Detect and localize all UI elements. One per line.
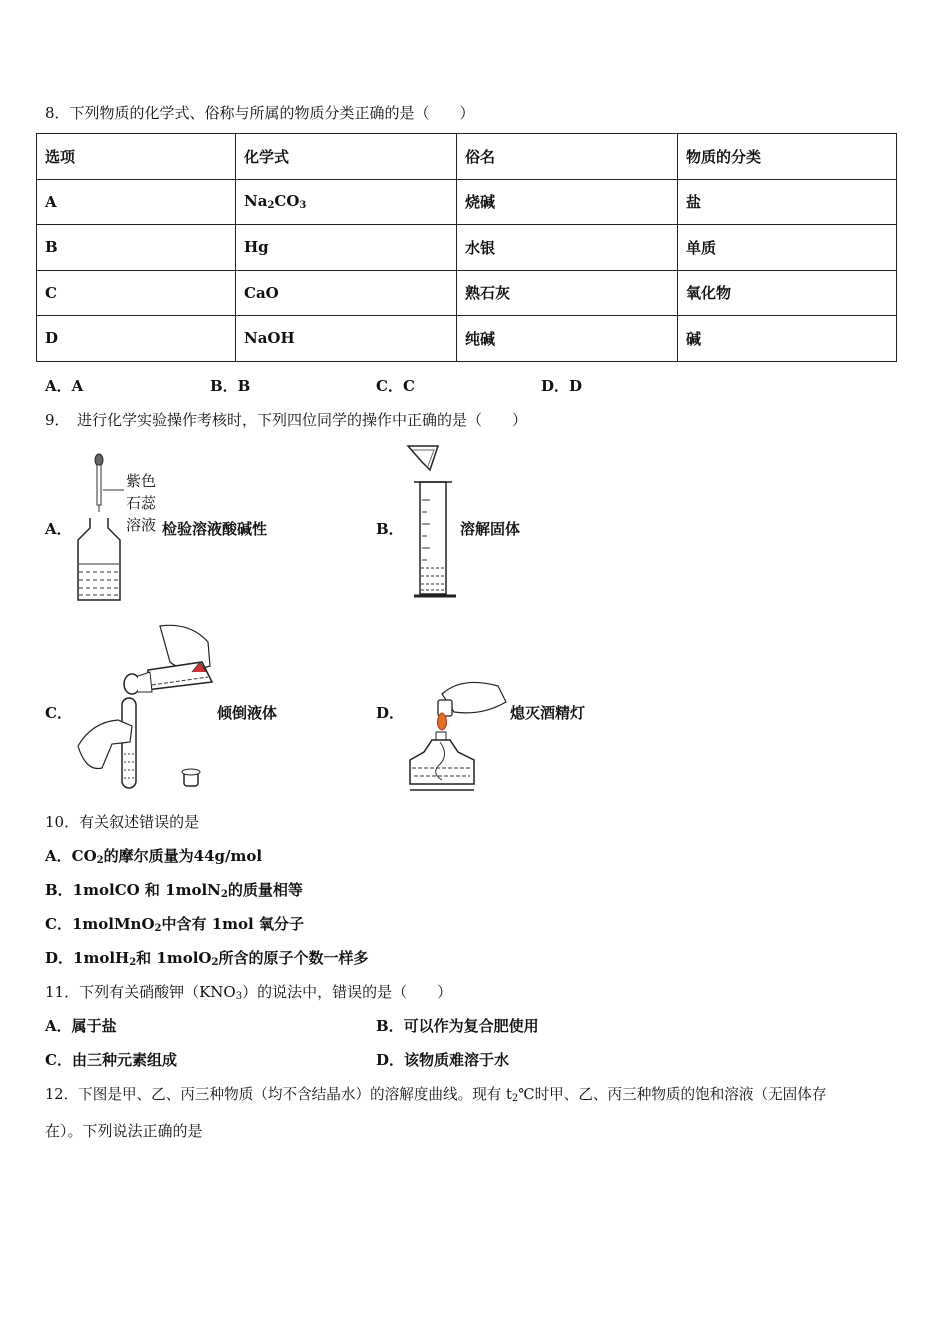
q8-stem: 8．下列物质的化学式、俗称与所属的物质分类正确的是（ ） bbox=[45, 104, 475, 122]
q9-b-text: 溶解固体 bbox=[460, 520, 521, 538]
alcohol-lamp-figure bbox=[402, 672, 512, 800]
q8-choice-a: A．A bbox=[45, 377, 84, 395]
q12-stem-line1: 12．下图是甲、乙、丙三种物质（均不含结晶水）的溶解度曲线。现有 $t_2℃$时甲、乙、丙三种物质的饱和溶液（无固体存 bbox=[45, 1086, 827, 1104]
q12-stem-line2: 在）。下列说法正确的是 bbox=[45, 1122, 203, 1140]
q10-choice-d: D．1molH$_2$和 1molO$_2$所含的原子个数一样多 bbox=[45, 949, 369, 968]
q9-c-letter: C． bbox=[45, 704, 72, 722]
q11-choice-c: C．由三种元素组成 bbox=[45, 1051, 177, 1069]
row-option: A bbox=[37, 179, 236, 225]
row-class: 单质 bbox=[678, 225, 897, 271]
table-row bbox=[37, 179, 897, 225]
table-row bbox=[37, 225, 897, 271]
q8-table bbox=[36, 133, 897, 362]
row-option: D bbox=[37, 316, 236, 362]
q11-choice-b: B．可以作为复合肥使用 bbox=[376, 1017, 539, 1035]
q11-stem: 11．下列有关硝酸钾$(KNO_3)$的说法中，错误的是（ ） bbox=[45, 983, 453, 1002]
litmus-label: 紫色 石蕊 溶液 bbox=[126, 472, 157, 534]
q11-choice-a: A．属于盐 bbox=[45, 1017, 117, 1035]
row-option: B bbox=[37, 225, 236, 271]
row-class: 碱 bbox=[678, 316, 897, 362]
row-common-name: 熟石灰 bbox=[457, 270, 678, 316]
q9-d-letter: D． bbox=[376, 704, 405, 722]
row-common-name: 烧碱 bbox=[457, 179, 678, 225]
pouring-liquid-figure bbox=[72, 622, 222, 798]
header-formula: 化学式 bbox=[236, 134, 457, 180]
header-name: 俗名 bbox=[457, 134, 678, 180]
row-common-name: 水银 bbox=[457, 225, 678, 271]
q9-a-text: 检验溶液酸碱性 bbox=[162, 520, 268, 538]
header-option: 选项 bbox=[37, 134, 236, 180]
q9-d-text: 熄灭酒精灯 bbox=[510, 704, 586, 722]
q10-choice-b: B．1molCO 和 1molN$_2$的质量相等 bbox=[45, 881, 303, 900]
q11-choice-d: D．该物质难溶于水 bbox=[376, 1051, 510, 1069]
row-formula: $Na_2CO_3$ bbox=[236, 179, 457, 225]
q10-stem: 10．有关叙述错误的是 bbox=[45, 813, 200, 831]
table-row bbox=[37, 270, 897, 316]
row-formula: NaOH bbox=[236, 316, 457, 362]
q10-choice-c: C．1molMnO$_2$中含有 1mol 氧分子 bbox=[45, 915, 304, 934]
table-header-row bbox=[37, 134, 897, 180]
row-class: 氧化物 bbox=[678, 270, 897, 316]
row-formula: CaO bbox=[236, 270, 457, 316]
q9-stem: 9． 进行化学实验操作考核时，下列四位同学的操作中正确的是（ ） bbox=[45, 411, 528, 429]
q8-choice-d: D．D bbox=[541, 377, 583, 395]
row-formula: Hg bbox=[236, 225, 457, 271]
row-common-name: 纯碱 bbox=[457, 316, 678, 362]
q10-choice-a: A．$CO_2$的摩尔质量为44g/mol bbox=[45, 847, 263, 866]
row-class: 盐 bbox=[678, 179, 897, 225]
q9-c-text: 倾倒液体 bbox=[217, 704, 278, 722]
table-row bbox=[37, 316, 897, 362]
q9-a-letter: A． bbox=[45, 520, 72, 538]
header-class: 物质的分类 bbox=[678, 134, 897, 180]
q8-choice-c: C．C bbox=[376, 377, 415, 395]
q8-choice-b: B．B bbox=[210, 377, 251, 395]
q9-b-letter: B． bbox=[376, 520, 404, 538]
row-option: C bbox=[37, 270, 236, 316]
